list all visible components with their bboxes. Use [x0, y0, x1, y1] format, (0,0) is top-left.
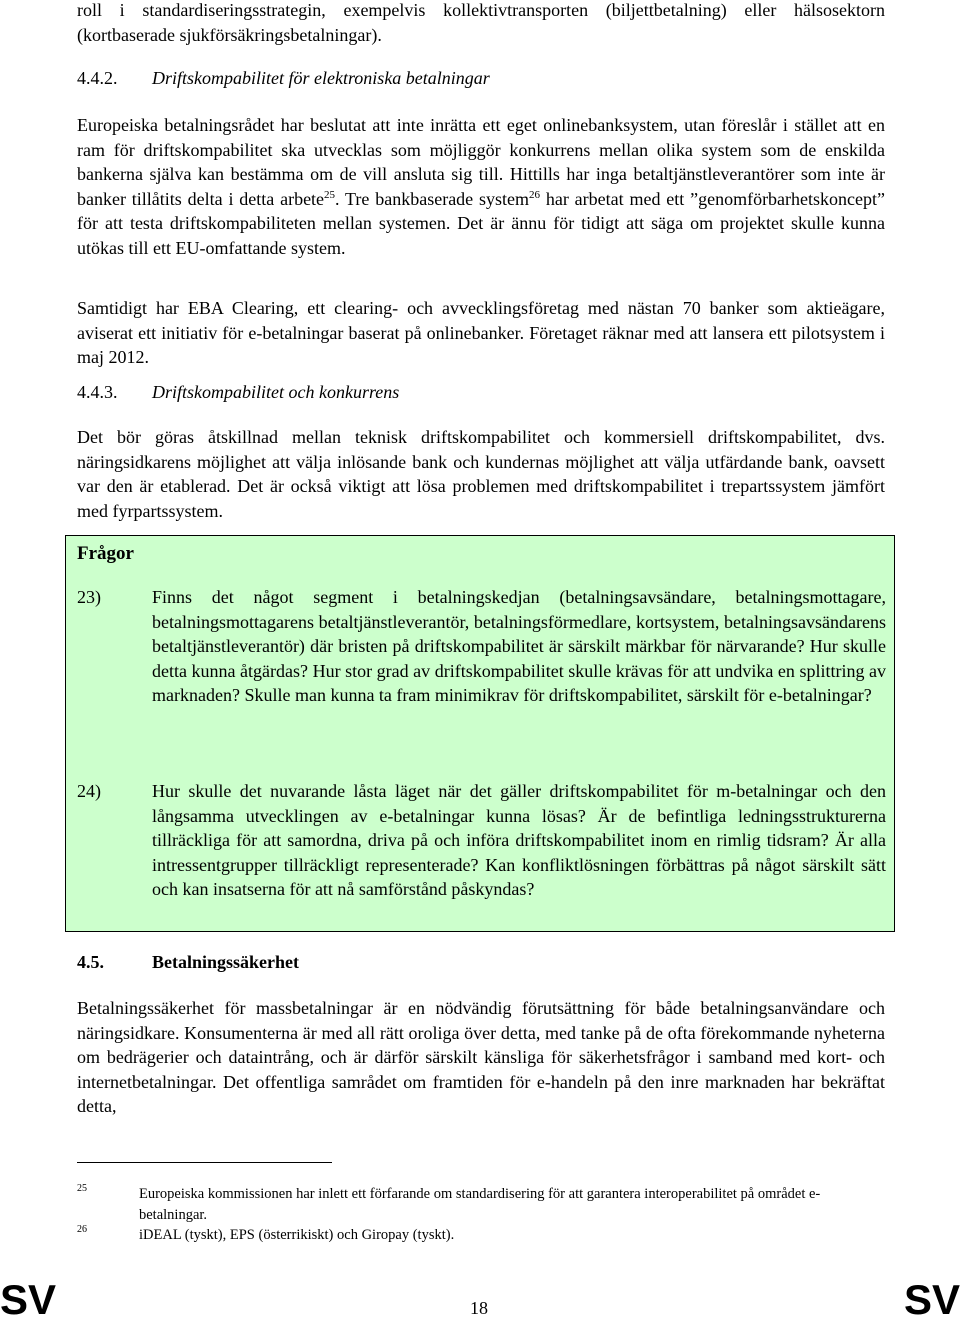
footnote-text: iDEAL (tyskt), EPS (österrikiskt) och Giropay (tyskt). — [139, 1227, 455, 1243]
footnote-separator — [77, 1162, 332, 1163]
footnote-number: 26 — [77, 1224, 87, 1235]
question-24 — [77, 779, 885, 902]
footnote-text: Europeiska kommissionen har inlett ett förfarande om standardisering för att garantera interoperabilitet på området e-betalningar. — [139, 1186, 821, 1223]
paragraph-eba-clearing: Samtidigt har EBA Clearing, ett clearing- och avvecklingsföretag med nästan 70 banker som aktieägare, aviserat ett initiativ för e-betalningar baserat på onlinebanker. Företaget räknar med att lansera ett pilotsystem i maj 2012. — [77, 298, 885, 368]
heading-4-5 — [77, 950, 885, 974]
text-run: . Tre bankbaserade system — [335, 188, 530, 209]
heading-4-4-3 — [77, 380, 885, 404]
page-number: 18 — [470, 1298, 488, 1318]
question-number: 24) — [77, 781, 101, 801]
heading-4-4-2 — [77, 66, 885, 90]
questions-box — [65, 535, 895, 932]
footnote-ref-26[interactable]: 26 — [529, 188, 541, 201]
question-23 — [77, 585, 885, 708]
text-run: har arbetat med ett ”genomförbarhetskoncept” för att testa driftskompabiliteten mellan systemen. Det är ännu för tidigt att säga om projektet skulle kunna utökas till ett EU-omfattande system. — [77, 188, 886, 258]
footnote-25 — [77, 1184, 885, 1226]
heading-title: Betalningssäkerhet — [152, 952, 300, 972]
heading-number: 4.5. — [77, 952, 104, 972]
footnote-number: 25 — [77, 1183, 87, 1194]
question-number: 23) — [77, 587, 101, 607]
text-run: Europeiska betalningsrådet har beslutat att inte inrätta ett eget onlinebanksystem, utan föreslår i stället att en ram för driftskompabilitet ska utvecklas som möjliggör konkurrens mellan olika system som de enskilda bankerna själva kan bestämma om de vill ansluta sig till. Hittills har inga betaltjänstleverantörer som inte är banker tillåtits delta i detta arbete — [77, 115, 885, 209]
heading-title: Driftskompabilitet för elektroniska betalningar — [152, 68, 490, 88]
paragraph-payment-council — [77, 113, 885, 261]
heading-title: Driftskompabilitet och konkurrens — [152, 382, 400, 402]
heading-number: 4.4.3. — [77, 382, 118, 402]
intro-paragraph-tail: roll i standardiseringsstrategin, exempelvis kollektivtransporten (biljettbetalning) eller hälsosektorn (kortbaserade sjukförsäkringsbetalningar). — [77, 0, 885, 45]
language-code-left: SV — [0, 1276, 57, 1323]
paragraph-interoperability-competition: Det bör göras åtskillnad mellan teknisk driftskompabilitet och kommersiell driftskompabilitet, dvs. näringsidkarens möjlighet att välja inlösande bank och kundernas möjlighet att välja utfärdande bank, oavsett var den är etablerad. Det är också viktigt att lösa problemen med driftskompabilitet i trepartssystem jämfört med fyrpartssystem. — [77, 427, 885, 521]
questions-title: Frågor — [77, 543, 134, 564]
language-code-right: SV — [903, 1276, 960, 1323]
paragraph-payment-security: Betalningssäkerhet för massbetalningar är en nödvändig förutsättning för både betalningsanvändare och näringsidkare. Konsumenterna är med all rätt oroliga över detta, med tanke på de ofta förekommande nyheterna om bedrägerier och dataintrång, och är därför särskilt känsliga för säkerhetsfrågor i samband med kort- och internetbetalningar. Det offentliga samrådet om framtiden för e-handeln på den inre marknaden har bekräftat detta, — [77, 998, 885, 1117]
question-text: Hur skulle det nuvarande låsta läget när det gäller driftskompabilitet för m-betalningar och den långsamma utvecklingen av e-betalningar kunna lösas? Är de befintliga ledningsstrukturerna tillräckliga för att samordna, driva på och införa driftskompabilitet inom en rimlig tidsram? Är alla intressentgrupper tillräckligt representerade? Kan konfliktlösningen förbättras på något särskilt sätt och kan insatserna för att nå samförstånd påskyndas? — [152, 781, 886, 900]
heading-number: 4.4.2. — [77, 68, 118, 88]
question-text: Finns det något segment i betalningskedjan (betalningsavsändare, betalningsmottagare, betalningsmottagarens betaltjänstleverantör, betalningsförmedlare, kortsystem, betalningsavsändarens betaltjänstleverantör) där bristen på driftskompabilitet är särskilt märkbar för närvarande? Hur skulle detta kunna åtgärdas? Hur stor grad av driftskompabilitet skulle krävas för att undvika en splittring av marknaden? Skulle man kunna ta fram minimikrav för driftskompabilitet, särskilt för e-betalningar? — [152, 587, 886, 706]
footnote-ref-25[interactable]: 25 — [324, 188, 336, 201]
footnote-26 — [77, 1225, 885, 1246]
